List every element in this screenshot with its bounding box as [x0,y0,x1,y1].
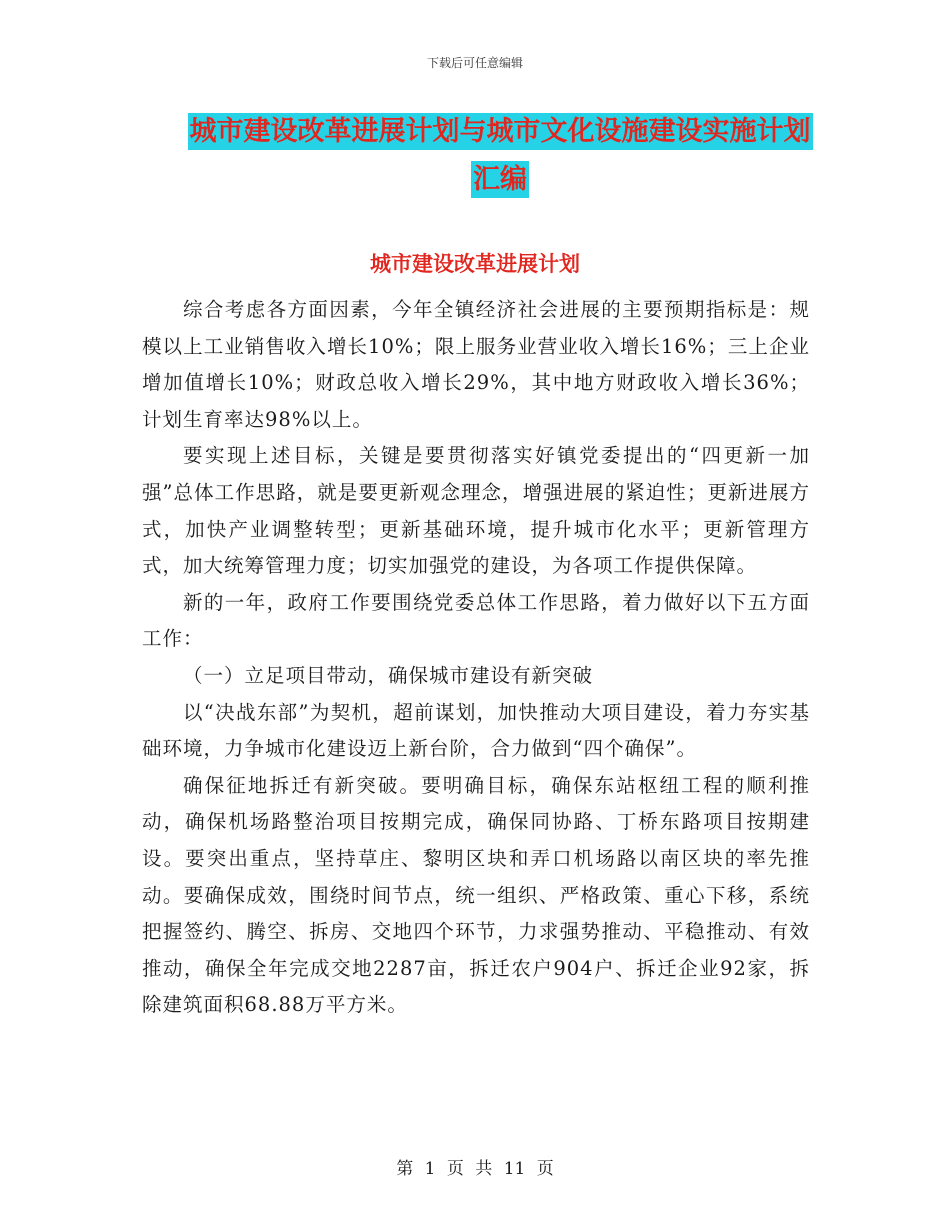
page-header-note: 下载后可任意编辑 [426,56,523,70]
body-paragraph: 综合考虑各方面因素，今年全镇经济社会进展的主要预期指标是：规模以上工业销售收入增长10%；限上服务业营业收入增长16%；三上企业增加值增长10%；财政总收入增长29%，其中地方财政收入增长36%；计划生育率达98%以上。 [142,298,810,431]
document-body [142,292,810,1024]
subsection-heading: （一）立足项目带动，确保城市建设有新突破 [182,663,593,687]
page-number-footer: 第 1 页 共 11 页 [396,1159,554,1179]
body-paragraph: 确保征地拆迁有新突破。要明确目标，确保东站枢纽工程的顺利推动，确保机场路整治项目按期完成，确保同协路、丁桥东路项目按期建设。要突出重点，坚持草庄、黎明区块和弄口机场路以南区块的率先推动。要确保成效，围绕时间节点，统一组织、严格政策、重心下移，系统把握签约、腾空、拆房、交地四个环节，力求强势推动、平稳推动、有效推动，确保全年完成交地2287亩，拆迁农户904户、拆迁企业92家，拆除建筑面积68.88万平方米。 [142,773,810,1017]
body-paragraph: 新的一年，政府工作要围绕党委总体工作思路，着力做好以下五方面工作： [142,590,810,651]
body-paragraph: 要实现上述目标，关键是要贯彻落实好镇党委提出的“四更新一加强”总体工作思路，就是要更新观念理念，增强进展的紧迫性；更新进展方式，加快产业调整转型；更新基础环境，提升城市化水平；更新管理方式，加大统筹管理力度；切实加强党的建设，为各项工作提供保障。 [142,444,810,578]
document-title-line-2: 汇编 [471,161,529,198]
document-title [160,108,840,204]
body-paragraph: 以“决战东部”为契机，超前谋划，加快推动大项目建设，着力夯实基础环境，力争城市化建设迈上新台阶，合力做到“四个确保”。 [142,700,810,761]
section-title: 城市建设改革进展计划 [370,252,580,276]
document-title-line-1: 城市建设改革进展计划与城市文化设施建设实施计划 [188,113,813,150]
